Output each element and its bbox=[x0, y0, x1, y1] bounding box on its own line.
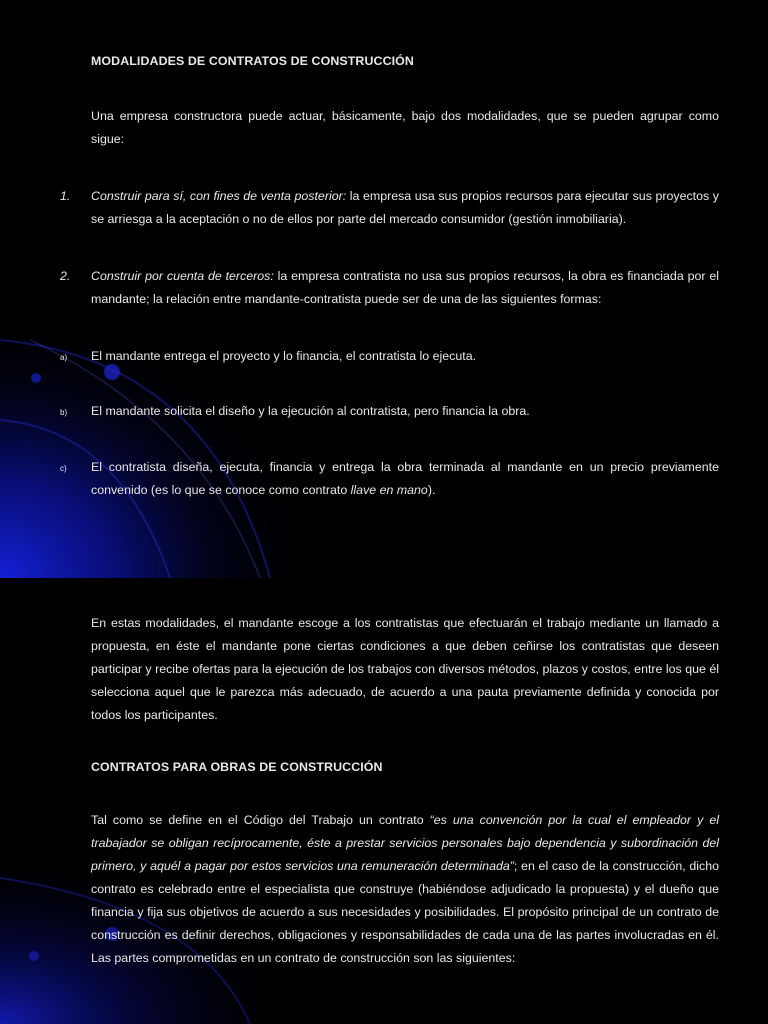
section-heading-contratos: CONTRATOS PARA OBRAS DE CONSTRUCCIÓN bbox=[91, 760, 383, 774]
sublist-item-c-italic: llave en mano bbox=[350, 483, 428, 497]
list-item-2 bbox=[91, 265, 719, 311]
contratos-paragraph bbox=[91, 809, 719, 970]
list-item-2-text: la empresa contratista no usa sus propios recursos, la obra es financiada por el mandante; la relación entre mandante-contratista puede ser de una de las siguientes formas: bbox=[91, 269, 719, 306]
modalidades-paragraph: En estas modalidades, el mandante escoge a los contratistas que efectuarán el trabajo mediante un llamado a propuesta, en éste el mandante pone ciertas condiciones a que deben ceñirse los contratistas que deseen participar y recibe ofertas para la ejecución de los trabajos con diversos métodos, plazos y costos, entre los que él selecciona aquel que le parezca más adecuado, de acuerdo a una pauta previamente definida y conocida por todos los participantes. bbox=[91, 616, 719, 722]
list-marker-1: 1. bbox=[60, 189, 71, 203]
sublist-item-c-text: El contratista diseña, ejecuta, financia y entrega la obra terminada al mandante en un precio previamente convenido (es lo que se conoce como contrato bbox=[91, 460, 719, 497]
list-marker-2: 2. bbox=[60, 269, 71, 283]
contratos-text-before: Tal como se define en el Código del Trabajo un contrato bbox=[91, 813, 430, 827]
intro-paragraph: Una empresa constructora puede actuar, básicamente, bajo dos modalidades, que se pueden agrupar como sigue: bbox=[91, 109, 719, 146]
contratos-text-after: ; en el caso de la construcción, dicho contrato es celebrado entre el especialista que construye (habiéndose adjudicado la propuesta) y el dueño que financia y fija sus objetivos de acuerdo a sus necesidades y posibilidades. El propósito principal de un contrato de construcción es definir derechos, obligaciones y responsabilidades de cada una de las partes involucradas en él. Las partes comprometidas en un contrato de construcción son las siguientes: bbox=[91, 859, 720, 965]
sublist-marker-a: a) bbox=[60, 353, 68, 362]
sublist-item-c-after: ). bbox=[427, 483, 436, 497]
sublist-item-c bbox=[91, 456, 719, 502]
section-heading-modalidades: MODALIDADES DE CONTRATOS DE CONSTRUCCIÓN bbox=[91, 54, 414, 68]
sublist-item-a: El mandante entrega el proyecto y lo financia, el contratista lo ejecuta. bbox=[91, 349, 477, 363]
sublist-marker-b: b) bbox=[60, 408, 68, 417]
list-item-1 bbox=[91, 185, 719, 231]
list-item-2-lead: Construir por cuenta de terceros: bbox=[91, 269, 274, 283]
sublist-item-b: El mandante solicita el diseño y la ejecución al contratista, pero financia la obra. bbox=[91, 404, 530, 418]
contratos-quote: “es una convención por la cual el empleador y el trabajador se obligan recíprocamente, éste a prestar servicios personales bajo dependencia y subordinación del primero, y aquél a pagar por estos servicios una remuneración determinada” bbox=[91, 813, 719, 873]
list-item-1-text: la empresa usa sus propios recursos para ejecutar sus proyectos y se arriesga a la aceptación o no de ellos por parte del mercado consumidor (gestión inmobiliaria). bbox=[91, 189, 719, 226]
list-item-1-lead: Construir para sí, con fines de venta posterior: bbox=[91, 189, 347, 203]
sublist-marker-c: c) bbox=[60, 464, 67, 473]
